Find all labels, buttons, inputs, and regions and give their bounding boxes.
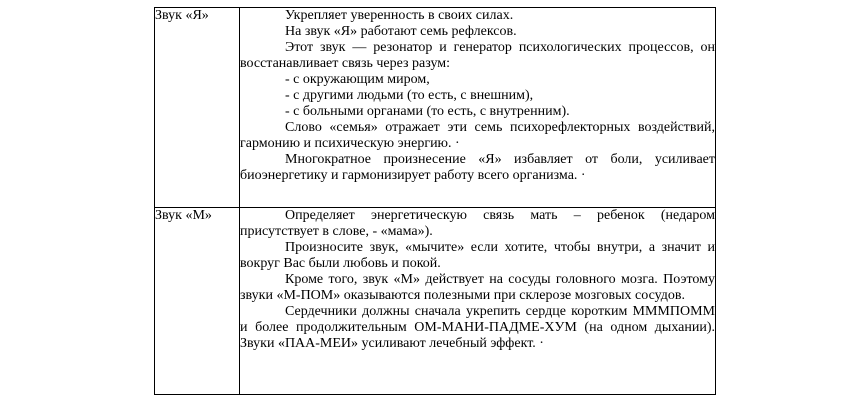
row-content bbox=[240, 8, 716, 208]
paragraph: Многократное произнесение «Я» избавляет от боли, усиливает биоэнергетику и гармонизирует работу всего организма. · bbox=[240, 152, 715, 183]
paragraph: Произносите звук, «мычите» если хотите, чтобы внутри, а значит и вокруг Вас были любовь и покой. bbox=[240, 240, 715, 271]
row-content bbox=[240, 208, 716, 395]
list-item: - с окружающим миром, bbox=[285, 72, 430, 87]
paragraph: Укрепляет уверенность в своих силах. bbox=[285, 8, 514, 23]
row-label: Звук «М» bbox=[155, 208, 240, 395]
sound-table bbox=[154, 7, 716, 395]
paragraph: Определяет энергетическую связь мать – ребенок (недаром присутствует в слове, - «мама»). bbox=[240, 208, 715, 239]
list-item: - с больными органами (то есть, с внутренним). bbox=[285, 104, 570, 119]
paragraph: Сердечники должны сначала укрепить сердце коротким МММПОММ и более продолжительным ОМ-МАНИ-ПАДМЕ-ХУМ (на одном дыхании). Звуки «ПАА-МЕИ» усиливают лечебный эффект. · bbox=[240, 304, 715, 351]
paragraph: Слово «семья» отражает эти семь психорефлекторных воздействий, гармонию и психическую энергию. · bbox=[240, 120, 715, 151]
paragraph: На звук «Я» работают семь рефлексов. bbox=[285, 24, 517, 39]
paragraph: Кроме того, звук «М» действует на сосуды головного мозга. Поэтому звуки «М-ПОМ» оказываются полезными при склерозе мозговых сосудов. bbox=[240, 272, 715, 303]
list-item: - с другими людьми (то есть, с внешним), bbox=[285, 88, 534, 103]
table-row bbox=[155, 208, 716, 395]
paragraph: Этот звук — резонатор и генератор психологических процессов, он восстанавливает связь через разум: bbox=[240, 40, 715, 71]
row-label: Звук «Я» bbox=[155, 8, 240, 208]
table-row bbox=[155, 8, 716, 208]
